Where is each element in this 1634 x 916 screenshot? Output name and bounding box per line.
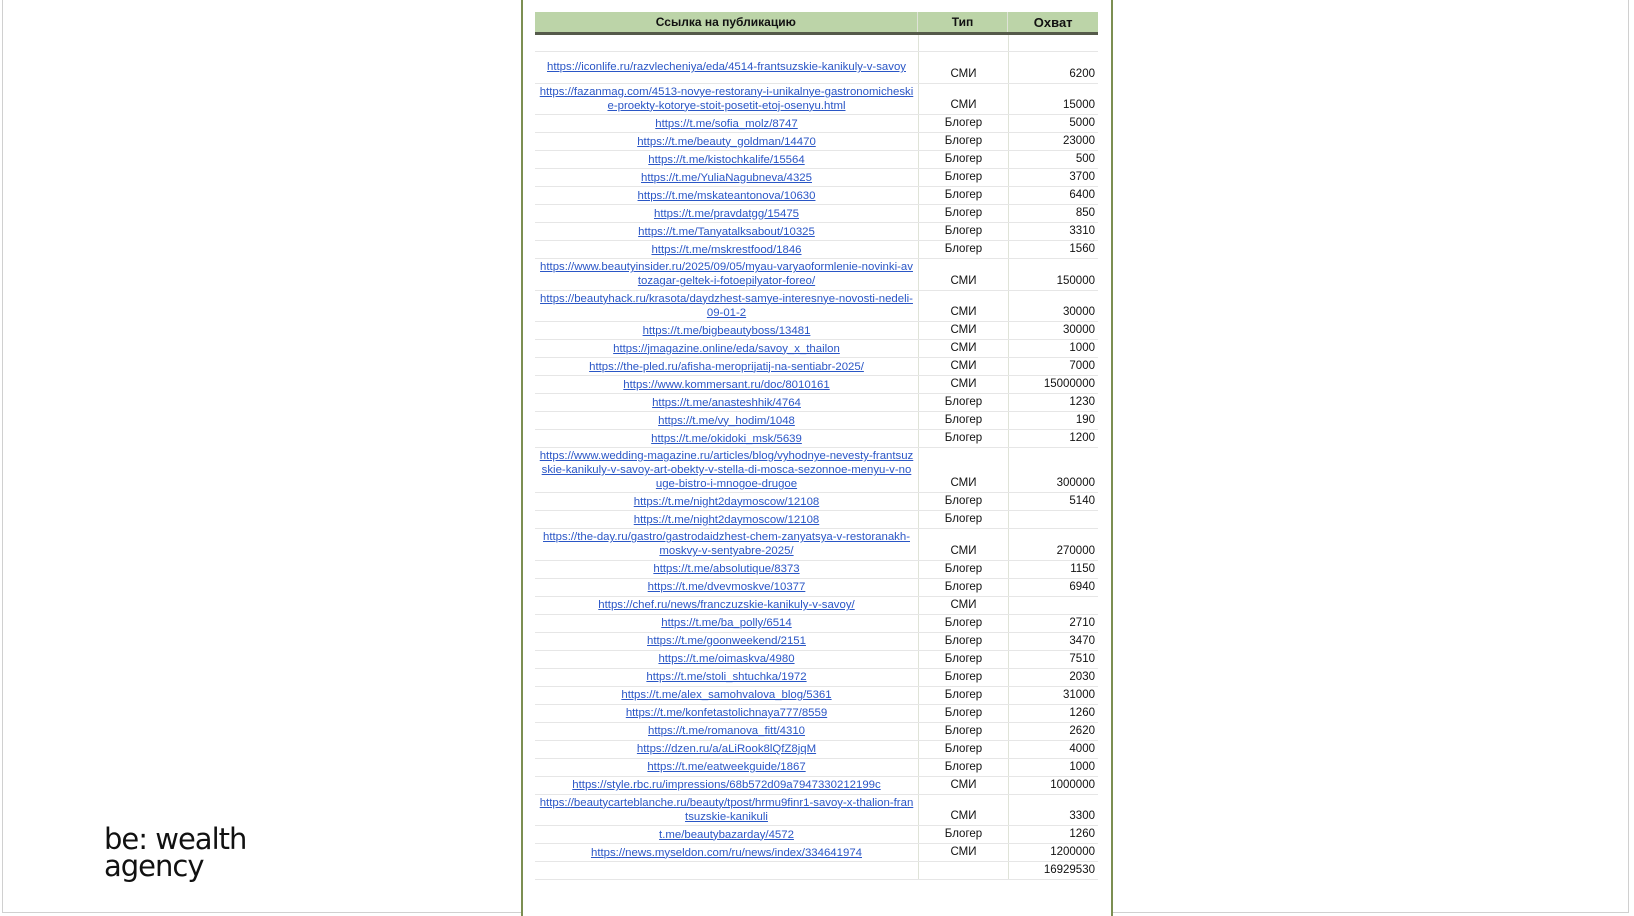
cell-reach: 31000	[1008, 687, 1098, 704]
cell-reach: 300000	[1008, 448, 1098, 492]
cell-link	[535, 430, 918, 447]
publication-link[interactable]: https://iconlife.ru/razvlecheniya/eda/4514-frantsuzskie-kanikuly-v-savoy	[547, 61, 906, 74]
cell-link	[535, 169, 918, 186]
cell-link	[535, 322, 918, 339]
cell-link	[535, 412, 918, 429]
table-row	[535, 205, 1098, 223]
cell-link	[535, 340, 918, 357]
cell-reach: 6400	[1008, 187, 1098, 204]
table-row	[535, 394, 1098, 412]
publication-link[interactable]: https://t.me/pravdatgg/15475	[653, 207, 799, 220]
cell-reach: 1000	[1008, 340, 1098, 357]
publication-link[interactable]: https://www.kommersant.ru/doc/8010161	[623, 378, 830, 391]
publication-link[interactable]: https://beautyhack.ru/krasota/daydzhest-samye-interesnye-novosti-nedeli-09-01-2	[540, 292, 913, 319]
cell-reach: 7510	[1008, 651, 1098, 668]
cell-link	[535, 705, 918, 722]
cell-type: СМИ	[918, 844, 1008, 861]
cell-type: Блогер	[918, 394, 1008, 411]
table-row	[535, 84, 1098, 116]
publication-link[interactable]: https://t.me/Tanyatalksabout/10325	[638, 225, 815, 238]
table-row	[535, 651, 1098, 669]
cell-link	[535, 651, 918, 668]
cell-reach: 3700	[1008, 169, 1098, 186]
cell-reach	[1008, 35, 1098, 51]
cell-reach: 30000	[1008, 291, 1098, 322]
cell-link	[535, 84, 918, 115]
cell-link	[535, 223, 918, 240]
publication-link[interactable]: https://t.me/mskateantonova/10630	[637, 189, 816, 202]
cell-type: Блогер	[918, 651, 1008, 668]
cell-reach: 850	[1008, 205, 1098, 222]
table-row	[535, 759, 1098, 777]
publication-link[interactable]: https://t.me/romanova_fitt/4310	[647, 725, 806, 737]
cell-type: Блогер	[918, 579, 1008, 596]
logo-line-1: be: wealth	[104, 822, 247, 856]
cell-link	[535, 741, 918, 758]
cell-link	[535, 448, 918, 492]
table-row	[535, 561, 1098, 579]
cell-reach: 6940	[1008, 579, 1098, 596]
publication-link[interactable]: https://the-pled.ru/afisha-meroprijatij-na-sentiabr-2025/	[589, 360, 864, 373]
cell-link	[535, 291, 918, 322]
table-row	[535, 615, 1098, 633]
publication-link[interactable]: https://t.me/vy_hodim/1048	[658, 414, 795, 427]
header-type: Тип	[917, 12, 1008, 32]
table-row	[535, 597, 1098, 615]
cell-link	[535, 759, 918, 776]
cell-reach: 4000	[1008, 741, 1098, 758]
cell-type: Блогер	[918, 169, 1008, 186]
cell-type: СМИ	[918, 795, 1008, 826]
cell-type: СМИ	[918, 84, 1008, 115]
publication-link[interactable]: https://t.me/mskrestfood/1846	[651, 243, 802, 256]
header-reach: Охват	[1007, 12, 1098, 32]
publication-link[interactable]: https://t.me/absolutique/8373	[653, 563, 800, 575]
publication-link[interactable]: t.me/beautybazarday/4572	[659, 828, 794, 841]
table-row	[535, 633, 1098, 651]
header-link: Ссылка на публикацию	[655, 15, 796, 29]
cell-type: Блогер	[918, 826, 1008, 843]
cell-link	[535, 259, 918, 290]
cell-reach: 1000000	[1008, 777, 1098, 794]
publication-link[interactable]: https://jmagazine.online/eda/savoy_x_thailon	[613, 342, 840, 355]
publication-link[interactable]: https://chef.ru/news/franczuzskie-kanikuly-v-savoy/	[598, 599, 855, 611]
cell-type: Блогер	[918, 151, 1008, 168]
cell-link	[535, 151, 918, 168]
cell-reach: 7000	[1008, 358, 1098, 375]
cell-reach: 23000	[1008, 133, 1098, 150]
cell-link	[535, 597, 918, 614]
cell-type: Блогер	[918, 561, 1008, 578]
table-row	[535, 741, 1098, 759]
table-row	[535, 493, 1098, 511]
publication-link[interactable]: https://the-day.ru/gastro/gastrodaidzhest-chem-zanyatsya-v-restoranakh-moskvy-v-sentyabre-2025/	[543, 531, 910, 558]
cell-type	[918, 862, 1008, 879]
cell-link	[535, 376, 918, 393]
table-row	[535, 340, 1098, 358]
cell-reach: 16929530	[1008, 862, 1098, 879]
spreadsheet	[521, 0, 1113, 916]
table-row	[535, 259, 1098, 291]
cell-type: Блогер	[918, 187, 1008, 204]
cell-link	[535, 358, 918, 375]
table-row	[535, 705, 1098, 723]
logo-line-2: agency	[104, 849, 204, 883]
table-row	[535, 115, 1098, 133]
publication-link[interactable]: https://style.rbc.ru/impressions/68b572d09a7947330212199c	[572, 779, 881, 791]
cell-link	[535, 133, 918, 150]
cell-reach: 1150	[1008, 561, 1098, 578]
cell-link	[535, 561, 918, 578]
table-row	[535, 322, 1098, 340]
cell-link	[535, 493, 918, 510]
cell-link	[535, 826, 918, 843]
cell-type: Блогер	[918, 705, 1008, 722]
table-row	[535, 412, 1098, 430]
table-row	[535, 241, 1098, 259]
publication-link[interactable]: https://t.me/okidoki_msk/5639	[651, 432, 802, 445]
cell-reach: 500	[1008, 151, 1098, 168]
cell-type: Блогер	[918, 759, 1008, 776]
table-body	[535, 35, 1098, 880]
table-row	[535, 430, 1098, 448]
cell-type: СМИ	[918, 340, 1008, 357]
cell-type: СМИ	[918, 448, 1008, 492]
publication-link[interactable]: https://fazanmag.com/4513-novye-restorany-i-unikalnye-gastronomicheskie-proekty-kotorye-stoit-posetit-etoj-osenyu.html	[539, 85, 914, 112]
cell-reach: 15000000	[1008, 376, 1098, 393]
publication-link[interactable]: https://t.me/oimaskva/4980	[658, 653, 795, 665]
table-row	[535, 376, 1098, 394]
table-row	[535, 511, 1098, 529]
cell-reach: 1230	[1008, 394, 1098, 411]
cell-reach: 5000	[1008, 115, 1098, 132]
table-row	[535, 358, 1098, 376]
table-row	[535, 291, 1098, 323]
cell-type: Блогер	[918, 133, 1008, 150]
cell-link	[535, 529, 918, 560]
table-row	[535, 52, 1098, 84]
publication-link[interactable]: https://t.me/anasteshhik/4764	[652, 396, 801, 409]
publication-link[interactable]: https://t.me/ba_polly/6514	[661, 617, 792, 629]
cell-link	[535, 52, 918, 83]
cell-type: Блогер	[918, 669, 1008, 686]
cell-type: Блогер	[918, 430, 1008, 447]
cell-reach: 190	[1008, 412, 1098, 429]
cell-link	[535, 115, 918, 132]
cell-type: Блогер	[918, 511, 1008, 528]
cell-type: Блогер	[918, 205, 1008, 222]
cell-reach: 3470	[1008, 633, 1098, 650]
cell-link	[535, 687, 918, 704]
table-row	[535, 826, 1098, 844]
publication-link[interactable]: https://t.me/YuliaNagubneva/4325	[641, 171, 812, 184]
cell-reach	[1008, 597, 1098, 614]
publication-link[interactable]: https://t.me/bigbeautyboss/13481	[642, 324, 811, 337]
publication-link[interactable]: https://t.me/eatweekguide/1867	[647, 761, 806, 773]
cell-link	[535, 862, 918, 879]
cell-type: СМИ	[918, 259, 1008, 290]
table-row	[535, 862, 1098, 880]
publication-link[interactable]: https://t.me/goonweekend/2151	[647, 635, 806, 647]
table-row	[535, 844, 1098, 862]
table-row	[535, 133, 1098, 151]
publication-link[interactable]: https://t.me/stoli_shtuchka/1972	[646, 671, 807, 683]
publication-link[interactable]: https://www.beautyinsider.ru/2025/09/05/myau-varyaoformlenie-novinki-avtozagar-geltek-i-fotoepilyator-foreo/	[540, 261, 913, 288]
publication-link[interactable]: https://dzen.ru/a/aLiRook8lQfZ8jqM	[636, 743, 817, 755]
table-row	[535, 687, 1098, 705]
publication-link[interactable]: https://news.myseldon.com/ru/news/index/334641974	[590, 846, 862, 859]
table-row	[535, 669, 1098, 687]
table-row	[535, 151, 1098, 169]
cell-type: Блогер	[918, 241, 1008, 258]
cell-reach: 1560	[1008, 241, 1098, 258]
cell-type: Блогер	[918, 115, 1008, 132]
cell-reach: 30000	[1008, 322, 1098, 339]
cell-link	[535, 844, 918, 861]
table-row	[535, 723, 1098, 741]
cell-link	[535, 394, 918, 411]
cell-link	[535, 669, 918, 686]
cell-reach: 15000	[1008, 84, 1098, 115]
cell-reach: 1260	[1008, 826, 1098, 843]
table-row	[535, 169, 1098, 187]
cell-reach: 3300	[1008, 795, 1098, 826]
brand-logo	[104, 822, 247, 883]
cell-link	[535, 35, 918, 51]
cell-reach	[1008, 511, 1098, 528]
cell-reach: 270000	[1008, 529, 1098, 560]
cell-reach: 1200000	[1008, 844, 1098, 861]
cell-link	[535, 795, 918, 826]
cell-type: Блогер	[918, 633, 1008, 650]
table-row	[535, 35, 1098, 52]
cell-reach: 1260	[1008, 705, 1098, 722]
cell-type: СМИ	[918, 597, 1008, 614]
table-row	[535, 448, 1098, 493]
publication-link[interactable]: https://t.me/night2daymoscow/12108	[633, 513, 820, 526]
publication-link[interactable]: https://www.wedding-magazine.ru/articles/blog/vyhodnye-nevesty-frantsuzskie-kanikuly-v-savoy-art-obekty-v-stella-di-mosca-sezonnoe-menyu-v-nouge-bistro-i-mnogoe-drugoe	[539, 450, 914, 490]
cell-type: Блогер	[918, 615, 1008, 632]
cell-type: СМИ	[918, 376, 1008, 393]
cell-type: СМИ	[918, 358, 1008, 375]
table-row	[535, 187, 1098, 205]
cell-link	[535, 205, 918, 222]
table-row	[535, 223, 1098, 241]
cell-link	[535, 633, 918, 650]
cell-reach: 2030	[1008, 669, 1098, 686]
cell-link	[535, 579, 918, 596]
cell-type: Блогер	[918, 493, 1008, 510]
cell-link	[535, 241, 918, 258]
publication-link[interactable]: https://t.me/konfetastolichnaya777/8559	[625, 707, 828, 719]
publication-link[interactable]: https://beautycarteblanche.ru/beauty/tpost/hrmu9finr1-savoy-x-thalion-frantsuzskie-kanikuli	[539, 796, 914, 823]
cell-link	[535, 187, 918, 204]
table-row	[535, 579, 1098, 597]
publication-link[interactable]: https://t.me/night2daymoscow/12108	[633, 495, 820, 508]
publication-link[interactable]: https://t.me/alex_samohvalova_blog/5361	[621, 689, 832, 701]
cell-link	[535, 777, 918, 794]
cell-type: СМИ	[918, 291, 1008, 322]
cell-reach: 150000	[1008, 259, 1098, 290]
cell-link	[535, 511, 918, 528]
cell-reach: 3310	[1008, 223, 1098, 240]
table-header	[535, 12, 1098, 35]
cell-type: СМИ	[918, 52, 1008, 83]
cell-type: Блогер	[918, 412, 1008, 429]
publication-link[interactable]: https://t.me/beauty_goldman/14470	[637, 135, 816, 148]
cell-reach: 2620	[1008, 723, 1098, 740]
cell-link	[535, 723, 918, 740]
cell-reach: 1000	[1008, 759, 1098, 776]
cell-reach: 5140	[1008, 493, 1098, 510]
cell-reach: 2710	[1008, 615, 1098, 632]
table-row	[535, 777, 1098, 795]
publication-link[interactable]: https://t.me/dvevmoskve/10377	[647, 581, 806, 593]
cell-type: СМИ	[918, 529, 1008, 560]
cell-reach: 1200	[1008, 430, 1098, 447]
cell-type: СМИ	[918, 322, 1008, 339]
cell-type: Блогер	[918, 223, 1008, 240]
table-row	[535, 795, 1098, 827]
publication-link[interactable]: https://t.me/sofia_molz/8747	[655, 117, 798, 130]
cell-link	[535, 615, 918, 632]
cell-reach: 6200	[1008, 52, 1098, 83]
cell-type: Блогер	[918, 741, 1008, 758]
cell-type	[918, 35, 1008, 51]
table-row	[535, 529, 1098, 561]
publication-link[interactable]: https://t.me/kistochkalife/15564	[648, 153, 805, 166]
cell-type: Блогер	[918, 687, 1008, 704]
cell-type: СМИ	[918, 777, 1008, 794]
cell-type: Блогер	[918, 723, 1008, 740]
